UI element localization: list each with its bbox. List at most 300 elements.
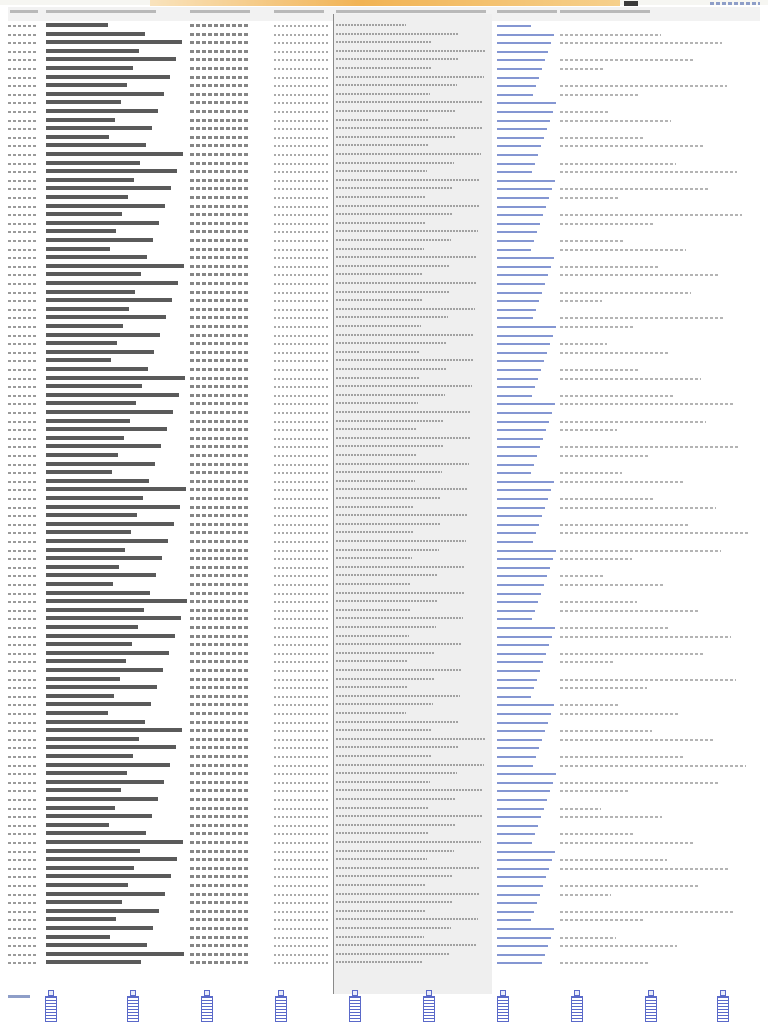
row-link[interactable] xyxy=(497,171,532,173)
column-glyph-icon[interactable] xyxy=(274,990,288,1022)
row-link[interactable] xyxy=(497,283,545,285)
row-notes xyxy=(336,273,423,275)
row-code xyxy=(274,859,329,861)
row-index xyxy=(8,945,38,947)
row-link[interactable] xyxy=(497,868,549,870)
table-row xyxy=(0,572,768,579)
row-name xyxy=(46,333,160,337)
row-notes xyxy=(336,101,483,103)
row-index xyxy=(8,51,38,53)
row-link[interactable] xyxy=(497,661,543,663)
row-type xyxy=(190,617,248,620)
row-description xyxy=(560,163,676,165)
row-link[interactable] xyxy=(497,386,535,388)
row-link[interactable] xyxy=(497,945,548,947)
row-name xyxy=(46,866,134,870)
row-link[interactable] xyxy=(497,919,531,921)
row-description xyxy=(560,214,742,216)
row-link[interactable] xyxy=(497,369,541,371)
row-link[interactable] xyxy=(497,696,531,698)
row-link[interactable] xyxy=(497,567,550,569)
row-code xyxy=(274,455,329,457)
row-name xyxy=(46,221,159,225)
row-name xyxy=(46,522,174,526)
row-name xyxy=(46,427,167,431)
row-description xyxy=(560,507,716,509)
row-link[interactable] xyxy=(497,292,542,294)
row-link[interactable] xyxy=(497,85,536,87)
row-link[interactable] xyxy=(497,584,544,586)
row-description xyxy=(560,120,671,122)
column-glyph-icon[interactable] xyxy=(422,990,436,1022)
row-link[interactable] xyxy=(497,249,531,251)
row-index xyxy=(8,94,38,96)
row-index xyxy=(8,42,38,44)
row-type xyxy=(190,875,248,878)
row-name xyxy=(46,694,114,698)
row-link[interactable] xyxy=(497,111,553,113)
row-link[interactable] xyxy=(497,231,537,233)
column-glyph-icon[interactable] xyxy=(44,990,58,1022)
row-type xyxy=(190,58,248,61)
row-notes xyxy=(336,110,456,112)
row-link[interactable] xyxy=(497,636,552,638)
row-link[interactable] xyxy=(497,550,556,552)
row-notes xyxy=(336,299,422,301)
row-index xyxy=(8,739,38,741)
row-code xyxy=(274,197,329,199)
row-name xyxy=(46,290,135,294)
row-link[interactable] xyxy=(497,524,539,526)
row-link[interactable] xyxy=(497,326,556,328)
row-link[interactable] xyxy=(497,94,533,96)
row-link[interactable] xyxy=(497,266,551,268)
row-description xyxy=(560,937,616,939)
row-code xyxy=(274,808,329,810)
row-link[interactable] xyxy=(497,317,533,319)
row-index xyxy=(8,885,38,887)
row-name xyxy=(46,195,128,199)
row-code xyxy=(274,894,329,896)
row-code xyxy=(274,266,329,268)
row-code xyxy=(274,85,329,87)
row-link[interactable] xyxy=(497,541,533,543)
row-link[interactable] xyxy=(497,154,538,156)
row-code xyxy=(274,515,329,517)
row-name xyxy=(46,410,173,414)
table-row xyxy=(0,340,768,347)
row-link[interactable] xyxy=(497,257,554,259)
row-name xyxy=(46,487,186,491)
row-type xyxy=(190,936,248,939)
row-link[interactable] xyxy=(497,644,549,646)
table-row xyxy=(0,22,768,29)
row-link[interactable] xyxy=(497,816,541,818)
row-index xyxy=(8,34,38,36)
row-link[interactable] xyxy=(497,618,532,620)
row-index xyxy=(8,429,38,431)
row-link[interactable] xyxy=(497,808,544,810)
row-description xyxy=(560,679,736,681)
row-notes xyxy=(336,196,426,198)
row-link[interactable] xyxy=(497,876,546,878)
row-code xyxy=(274,154,329,156)
row-type xyxy=(190,678,248,681)
row-link[interactable] xyxy=(497,575,547,577)
row-description xyxy=(560,68,605,70)
row-link[interactable] xyxy=(497,687,534,689)
row-code xyxy=(274,240,329,242)
row-index xyxy=(8,317,38,319)
row-name xyxy=(46,935,110,939)
row-description xyxy=(560,868,728,870)
row-name xyxy=(46,272,141,276)
row-link[interactable] xyxy=(497,68,542,70)
row-type xyxy=(190,471,248,474)
row-code xyxy=(274,644,329,646)
row-name xyxy=(46,462,155,466)
row-type xyxy=(190,179,248,182)
row-link[interactable] xyxy=(497,128,547,130)
row-link[interactable] xyxy=(497,489,551,491)
row-link[interactable] xyxy=(497,765,533,767)
row-link[interactable] xyxy=(497,825,538,827)
row-index xyxy=(8,309,38,311)
row-index xyxy=(8,575,38,577)
row-link[interactable] xyxy=(497,51,548,53)
row-name xyxy=(46,118,115,122)
row-link[interactable] xyxy=(497,309,536,311)
table-row xyxy=(0,211,768,218)
table-row xyxy=(0,168,768,175)
row-code xyxy=(274,851,329,853)
row-type xyxy=(190,549,248,552)
row-index xyxy=(8,171,38,173)
table-row xyxy=(0,856,768,863)
row-link[interactable] xyxy=(497,515,542,517)
footer-label[interactable] xyxy=(8,995,30,998)
row-link[interactable] xyxy=(497,911,534,913)
row-description xyxy=(560,833,634,835)
row-index xyxy=(8,352,38,354)
row-code xyxy=(274,954,329,956)
table-row xyxy=(0,590,768,597)
row-index xyxy=(8,240,38,242)
row-type xyxy=(190,196,248,199)
row-description xyxy=(560,730,652,732)
row-code xyxy=(274,412,329,414)
row-link[interactable] xyxy=(497,894,540,896)
row-code xyxy=(274,309,329,311)
row-index xyxy=(8,369,38,371)
row-link[interactable] xyxy=(497,412,552,414)
column-glyph-icon[interactable] xyxy=(496,990,510,1022)
row-link[interactable] xyxy=(497,274,548,276)
row-index xyxy=(8,257,38,259)
row-description xyxy=(560,584,665,586)
row-notes xyxy=(336,841,481,843)
column-glyph-icon[interactable] xyxy=(716,990,730,1022)
row-index xyxy=(8,730,38,732)
row-name xyxy=(46,806,115,810)
row-link[interactable] xyxy=(497,730,545,732)
row-notes xyxy=(336,884,426,886)
row-notes xyxy=(336,875,453,877)
row-index xyxy=(8,919,38,921)
row-index xyxy=(8,962,38,964)
row-link[interactable] xyxy=(497,300,539,302)
column-glyph-icon[interactable] xyxy=(348,990,362,1022)
row-type xyxy=(190,574,248,577)
row-code xyxy=(274,507,329,509)
row-link[interactable] xyxy=(497,145,541,147)
table-row xyxy=(0,830,768,837)
row-index xyxy=(8,412,38,414)
column-glyph-icon[interactable] xyxy=(644,990,658,1022)
row-description xyxy=(560,472,622,474)
row-notes xyxy=(336,944,477,946)
row-type xyxy=(190,33,248,36)
row-code xyxy=(274,945,329,947)
table-row xyxy=(0,220,768,227)
row-index xyxy=(8,627,38,629)
row-description xyxy=(560,300,602,302)
row-type xyxy=(190,738,248,741)
row-link[interactable] xyxy=(497,343,550,345)
row-code xyxy=(274,59,329,61)
row-link[interactable] xyxy=(497,206,546,208)
row-name xyxy=(46,720,145,724)
row-link[interactable] xyxy=(497,335,553,337)
row-link[interactable] xyxy=(497,120,550,122)
row-link[interactable] xyxy=(497,747,539,749)
row-description xyxy=(560,808,601,810)
row-link[interactable] xyxy=(497,670,540,672)
row-description xyxy=(560,636,731,638)
row-link[interactable] xyxy=(497,601,538,603)
row-link[interactable] xyxy=(497,799,547,801)
row-link[interactable] xyxy=(497,421,549,423)
row-notes xyxy=(336,282,476,284)
row-link[interactable] xyxy=(497,610,535,612)
row-name xyxy=(46,66,133,70)
table-row xyxy=(0,839,768,846)
row-index xyxy=(8,214,38,216)
row-link[interactable] xyxy=(497,223,540,225)
row-description xyxy=(560,481,683,483)
row-notes xyxy=(336,119,429,121)
row-notes xyxy=(336,927,451,929)
row-code xyxy=(274,369,329,371)
row-type xyxy=(190,918,248,921)
row-notes xyxy=(336,84,457,86)
table-row xyxy=(0,461,768,468)
table-row xyxy=(0,667,768,674)
row-name xyxy=(46,702,151,706)
row-link[interactable] xyxy=(497,954,545,956)
row-link[interactable] xyxy=(497,395,532,397)
table-row xyxy=(0,495,768,502)
row-code xyxy=(274,498,329,500)
row-link[interactable] xyxy=(497,481,554,483)
row-link[interactable] xyxy=(497,532,536,534)
row-name xyxy=(46,659,126,663)
row-link[interactable] xyxy=(497,722,548,724)
row-link[interactable] xyxy=(497,627,555,629)
table-row xyxy=(0,426,768,433)
row-link[interactable] xyxy=(497,713,551,715)
row-type xyxy=(190,798,248,801)
row-description xyxy=(560,317,724,319)
row-description xyxy=(560,859,667,861)
row-type xyxy=(190,884,248,887)
row-name xyxy=(46,57,176,61)
row-link[interactable] xyxy=(497,429,546,431)
row-link[interactable] xyxy=(497,842,532,844)
row-name xyxy=(46,178,134,182)
row-name xyxy=(46,565,119,569)
row-type xyxy=(190,669,248,672)
row-name xyxy=(46,909,159,913)
row-link[interactable] xyxy=(497,928,554,930)
row-notes xyxy=(336,592,464,594)
row-link[interactable] xyxy=(497,593,541,595)
row-link[interactable] xyxy=(497,558,553,560)
row-index xyxy=(8,438,38,440)
row-code xyxy=(274,919,329,921)
row-type xyxy=(190,291,248,294)
row-link[interactable] xyxy=(497,937,551,939)
row-link[interactable] xyxy=(497,137,544,139)
row-type xyxy=(190,531,248,534)
row-link[interactable] xyxy=(497,739,542,741)
row-link[interactable] xyxy=(497,833,535,835)
row-link[interactable] xyxy=(497,438,543,440)
row-notes xyxy=(336,703,433,705)
row-link[interactable] xyxy=(497,782,553,784)
row-link[interactable] xyxy=(497,240,534,242)
row-notes xyxy=(336,953,450,955)
table-row xyxy=(0,228,768,235)
row-link[interactable] xyxy=(497,197,549,199)
row-link[interactable] xyxy=(497,498,548,500)
column-glyph-icon[interactable] xyxy=(570,990,584,1022)
row-link[interactable] xyxy=(497,34,554,36)
column-glyph-icon[interactable] xyxy=(126,990,140,1022)
row-index xyxy=(8,249,38,251)
row-link[interactable] xyxy=(497,790,550,792)
row-link[interactable] xyxy=(497,472,531,474)
row-type xyxy=(190,772,248,775)
row-link[interactable] xyxy=(497,163,535,165)
row-link[interactable] xyxy=(497,42,551,44)
table-row xyxy=(0,332,768,339)
row-type xyxy=(190,402,248,405)
row-link[interactable] xyxy=(497,679,537,681)
row-link[interactable] xyxy=(497,59,545,61)
row-index xyxy=(8,644,38,646)
row-index xyxy=(8,833,38,835)
row-link[interactable] xyxy=(497,188,552,190)
row-link[interactable] xyxy=(497,851,555,853)
row-name xyxy=(46,763,170,767)
row-notes xyxy=(336,832,428,834)
row-link[interactable] xyxy=(497,214,543,216)
table-row xyxy=(0,796,768,803)
table-row xyxy=(0,375,768,382)
table-row xyxy=(0,805,768,812)
row-index xyxy=(8,180,38,182)
row-link[interactable] xyxy=(497,25,531,27)
row-index xyxy=(8,188,38,190)
row-notes xyxy=(336,807,429,809)
glyph-shaft xyxy=(571,996,583,1022)
row-link[interactable] xyxy=(497,902,537,904)
row-index xyxy=(8,145,38,147)
column-glyph-icon[interactable] xyxy=(200,990,214,1022)
row-notes xyxy=(336,377,419,379)
row-link[interactable] xyxy=(497,455,537,457)
row-index xyxy=(8,868,38,870)
row-name xyxy=(46,315,166,319)
row-name xyxy=(46,40,182,44)
row-link[interactable] xyxy=(497,446,540,448)
row-link[interactable] xyxy=(497,360,544,362)
row-link[interactable] xyxy=(497,102,556,104)
row-type xyxy=(190,592,248,595)
row-notes xyxy=(336,815,482,817)
row-notes xyxy=(336,798,456,800)
row-link[interactable] xyxy=(497,653,546,655)
row-type xyxy=(190,815,248,818)
row-index xyxy=(8,661,38,663)
table-row xyxy=(0,280,768,287)
row-type xyxy=(190,136,248,139)
table-row xyxy=(0,581,768,588)
row-name xyxy=(46,341,117,345)
row-name xyxy=(46,539,168,543)
row-index xyxy=(8,653,38,655)
row-link[interactable] xyxy=(497,885,543,887)
row-code xyxy=(274,928,329,930)
row-name xyxy=(46,135,109,139)
row-name xyxy=(46,281,178,285)
table-row xyxy=(0,271,768,278)
row-index xyxy=(8,636,38,638)
row-link[interactable] xyxy=(497,180,555,182)
row-link[interactable] xyxy=(497,77,539,79)
row-link[interactable] xyxy=(497,378,538,380)
row-link[interactable] xyxy=(497,962,542,964)
row-link[interactable] xyxy=(497,507,545,509)
table-row xyxy=(0,925,768,932)
row-link[interactable] xyxy=(497,859,552,861)
row-link[interactable] xyxy=(497,756,536,758)
row-link[interactable] xyxy=(497,773,556,775)
row-notes xyxy=(336,850,454,852)
row-type xyxy=(190,652,248,655)
row-link[interactable] xyxy=(497,403,555,405)
row-notes xyxy=(336,67,431,69)
row-link[interactable] xyxy=(497,464,534,466)
row-type xyxy=(190,927,248,930)
row-code xyxy=(274,679,329,681)
row-code xyxy=(274,618,329,620)
row-name xyxy=(46,513,137,517)
row-link[interactable] xyxy=(497,352,547,354)
row-link[interactable] xyxy=(497,704,554,706)
row-code xyxy=(274,610,329,612)
